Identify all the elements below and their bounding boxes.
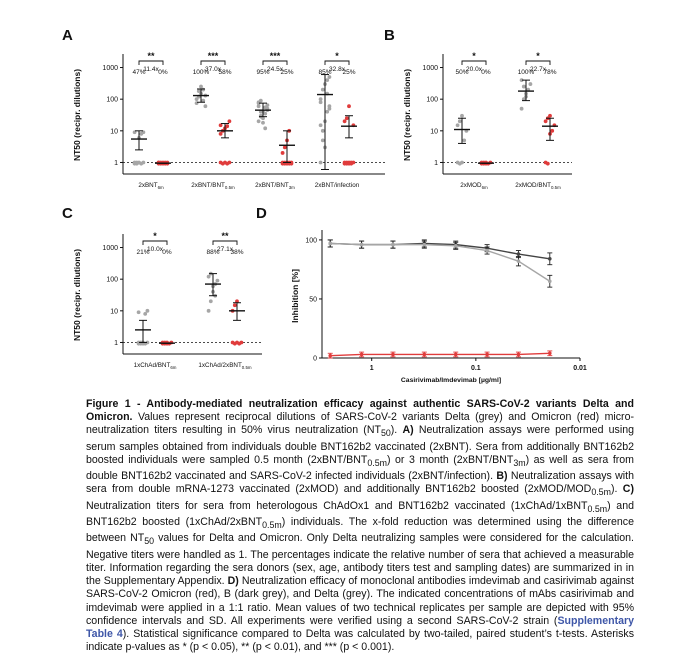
delta-percent: 50% [455, 69, 469, 76]
y-tick-label-A: 10 [110, 128, 118, 136]
delta-point [520, 107, 524, 111]
fold-reduction-label: 11.4x [143, 66, 159, 73]
omicron-point [347, 104, 351, 108]
delta-point [319, 161, 323, 165]
significance-stars: ** [147, 51, 155, 61]
omicron-point [550, 129, 554, 133]
caption-text: ). Statistical significance compared to Delta was calculated by two-tailed, paired student’s t-tests. Asterisks indicate p-values as * (p < 0.05), ** (p < 0.01), and *** (p < 0.001). [86, 627, 635, 654]
delta-percent: 100% [192, 69, 210, 76]
x-category-label: $2xMOD/BNT_{0.5m}$ [515, 182, 561, 190]
delta-point [257, 119, 261, 123]
significance-bracket [213, 241, 237, 245]
y-tick-label-C: 10 [110, 308, 118, 316]
delta-point [460, 114, 464, 118]
delta-point [204, 104, 208, 108]
omicron-point [546, 162, 550, 166]
fold-reduction-label: 27.1x [217, 246, 233, 253]
delta-point [207, 309, 211, 313]
caption-text: ) or 3 month (2xBNT/BNT [387, 453, 514, 466]
delta-percent: 100% [517, 69, 535, 76]
delta-point [142, 161, 146, 165]
x-axis-label-D: Casirivimab/Imdevimab [µg/ml] [400, 377, 502, 384]
omicron-percent: 0% [158, 69, 168, 76]
delta-point [261, 121, 265, 125]
y-tick-label-D: 50 [309, 296, 317, 304]
x-tick-label-D: 1 [369, 365, 374, 372]
caption-label-a: A) [402, 424, 414, 437]
significance-stars: *** [207, 51, 219, 61]
caption-label-b: B) [496, 470, 508, 483]
y-axis-label-C: NT50 (recipr. dilutions) [72, 248, 82, 342]
delta-point [462, 138, 466, 142]
caption-text: ). [610, 483, 623, 496]
caption-sub: 50 [144, 536, 155, 547]
delta-point [195, 97, 199, 101]
data-point-Delta [423, 243, 427, 247]
x-category-label: 2xBNT/infection [314, 182, 360, 189]
caption-text: ). [390, 424, 403, 437]
delta-point [325, 78, 329, 82]
delta-point [321, 138, 325, 142]
omicron-percent: 58% [218, 69, 232, 76]
omicron-point [233, 303, 237, 307]
y-tick-label-A: 100 [106, 96, 118, 104]
fold-reduction-label: 22.7x [530, 66, 546, 73]
significance-bracket [263, 61, 287, 65]
y-tick-label-C: 100 [106, 276, 118, 284]
delta-point [207, 275, 211, 279]
delta-point [146, 309, 150, 313]
delta-point [328, 107, 332, 111]
figure-caption [86, 398, 634, 654]
y-tick-label-D: 0 [313, 355, 317, 363]
omicron-point [281, 151, 285, 155]
caption-text: ) as well as sera from double BNT162b2 vaccinated and SARS-CoV-2 infected individuals (2xBNT/infection). [86, 453, 635, 483]
delta-percent: 88% [206, 249, 220, 256]
caption-label-d: D) [227, 575, 239, 588]
data-point-Omicron [423, 353, 427, 357]
delta-percent: 47% [132, 69, 146, 76]
data-point-Delta [485, 249, 489, 253]
omicron-point [225, 124, 229, 128]
data-point-Omicron [454, 353, 458, 357]
delta-point [263, 112, 267, 116]
fold-reduction-label: 24.5x [267, 66, 283, 73]
data-point-Omicron [548, 351, 552, 355]
data-point-Delta [454, 244, 458, 248]
data-point-Omicron [328, 354, 332, 358]
delta-point [257, 104, 261, 108]
delta-point [137, 310, 141, 314]
caption-sub: 3m [513, 458, 526, 469]
panel-letter-A: A [62, 27, 73, 44]
omicron-point [343, 119, 347, 123]
delta-point [263, 126, 267, 130]
significance-bracket [143, 241, 167, 245]
delta-point [197, 89, 201, 93]
panel-letter-C: C [62, 205, 73, 222]
omicron-point [228, 119, 232, 123]
caption-text: Neutralization assays were performed using serum samples obtained from individuals double BNT162b2 vaccinated (2xBNT). Sera from additionally BNT162b2 boosted individuals were sampled 0.5 month (2xBNT/BNT [86, 424, 634, 466]
delta-percent: 85% [318, 69, 332, 76]
omicron-point [349, 161, 353, 165]
delta-percent: 95% [256, 69, 270, 76]
significance-stars: *** [269, 51, 281, 61]
caption-sub: 50 [380, 428, 391, 439]
significance-stars: * [536, 51, 540, 61]
x-category-label: 1xChAd/2xBNT$_{0.5m}$ [198, 362, 252, 370]
y-axis-label-B: NT50 (recipr. dilutions) [402, 68, 412, 162]
delta-point [199, 85, 203, 89]
fold-reduction-label: 20.0x [466, 66, 482, 73]
caption-text: ) and BNT162b2 boosted (1xChAd/2xBNT [86, 499, 634, 529]
significance-bracket [526, 61, 550, 65]
delta-point [319, 100, 323, 104]
x-category-label: $1xChAd/BNT_{6m}$ [133, 362, 177, 370]
panel-letter-B: B [384, 27, 395, 44]
omicron-percent: 38% [230, 249, 244, 256]
caption-title: Figure 1 - Antibody-mediated neutralization efficacy against authentic SARS-CoV-2 variants Delta and Omicron. [86, 398, 634, 424]
delta-point [522, 85, 526, 89]
y-tick-label-B: 1000 [422, 65, 438, 73]
omicron-point [544, 119, 548, 123]
caption-label-c: C) [622, 483, 634, 496]
significance-stars: * [153, 231, 157, 241]
x-category-label: $2xBNT/BNT_{3m}$ [255, 182, 295, 190]
delta-point [201, 88, 205, 92]
delta-point [266, 103, 270, 107]
x-tick-label-D: 0.1 [470, 365, 481, 372]
caption-text: Values represent reciprocal dilutions of SARS-CoV-2 variants Delta (grey) and Omicron (red) micro-neutralization titers resulting in 50% virus neutralization (NT [86, 411, 634, 437]
caption-text: ) individuals. The x-fold reduction was determined using the difference between NT [86, 516, 634, 545]
omicron-percent: 25% [342, 69, 356, 76]
panel-letter-D: D [256, 205, 267, 222]
x-tick-label-D: 0.01 [573, 365, 587, 372]
delta-point [143, 312, 147, 316]
delta-point [456, 123, 460, 127]
significance-stars: ** [221, 231, 229, 241]
caption-text: Neutralization titers for sera from heterologous ChAdOx1 and BNT162b2 vaccinated (1xChAd/1xBNT [86, 499, 588, 512]
data-point-Delta [517, 259, 521, 263]
delta-point [325, 110, 329, 114]
fold-reduction-label: 37.0x [205, 66, 221, 73]
data-point-Omicron [360, 353, 364, 357]
omicron-point [548, 114, 552, 118]
data-point-Omicron [485, 353, 489, 357]
delta-percent: 21% [136, 249, 150, 256]
omicron-point [283, 145, 287, 149]
y-tick-label-B: 100 [426, 96, 438, 104]
caption-sub: 0.5m [591, 487, 611, 498]
y-tick-label-A: 1 [114, 159, 118, 167]
data-point-B [517, 252, 521, 256]
y-tick-label-A: 1000 [102, 65, 118, 73]
x-category-label: 2xMOD$_{6m}$ [460, 182, 488, 190]
data-point-Delta [360, 243, 364, 247]
delta-point [135, 161, 139, 165]
caption-text: Neutralization assays with sera from double mRNA-1273 vaccinated (2xMOD) and additionally BNT162b2 boosted (2xMOD/MOD [86, 470, 634, 496]
omicron-percent: 25% [280, 69, 294, 76]
caption-sub: 0.5m [367, 458, 387, 469]
data-point-Delta [328, 242, 332, 246]
series-line-Delta [330, 243, 550, 281]
omicron-percent: 0% [481, 69, 491, 76]
caption-text: Neutralization efficacy of monoclonal antibodies imdevimab and casirivimab against SARS-CoV-2 Omicron (red), B (dark grey), and Delta (grey). The indicated concentrations of mAbs casirivimab and imdevimab were applied in a 1:1 ratio. Mean values of two technical replicates per sample are depicted with 95% confidence intervals and SD. All experiments were verified using a second SARS-CoV-2 strain ( [86, 575, 634, 627]
x-category-label: $2xBNT/BNT_{0.5m}$ [191, 182, 235, 190]
y-axis-label-A: NT50 (recipr. dilutions) [72, 68, 82, 162]
delta-point [460, 161, 464, 165]
delta-point [319, 123, 323, 127]
delta-point [529, 82, 533, 86]
data-point-Omicron [517, 353, 521, 357]
omicron-point [228, 161, 232, 165]
data-point-Delta [391, 243, 395, 247]
delta-point [458, 119, 462, 123]
omicron-point [345, 116, 349, 120]
significance-bracket [201, 61, 225, 65]
fold-reduction-label: 10.0x [147, 246, 163, 253]
y-tick-label-D: 100 [305, 237, 317, 245]
x-category-label: 2xBNT$_{6m}$ [138, 182, 164, 190]
supplementary-table-link[interactable]: Supplementary Table 4 [86, 614, 634, 640]
significance-stars: * [335, 51, 339, 61]
y-axis-label-D: Inhibition [%] [290, 269, 300, 323]
fold-reduction-label: 32.8x [329, 66, 345, 73]
omicron-percent: 0% [162, 249, 172, 256]
delta-point [321, 88, 325, 92]
delta-point [321, 129, 325, 133]
y-tick-label-C: 1000 [102, 245, 118, 253]
y-tick-label-C: 1 [114, 339, 118, 347]
data-point-Omicron [391, 353, 395, 357]
data-point-B [548, 257, 552, 261]
omicron-percent: 78% [543, 69, 557, 76]
caption-text: values for Delta and Omicron. Only Delta neutralizing samples were considered for the calculation. Negative titers were handled as 1. The percentages indicate the relative number of sera that achieved a measurable titer. Information regarding the sera donors (sex, age, antibody titers test and sampling dates) are summarized in in the Supplementary Appendix. [86, 532, 634, 588]
data-point-Delta [548, 279, 552, 283]
significance-bracket [139, 61, 163, 65]
significance-bracket [325, 61, 349, 65]
y-tick-label-B: 10 [430, 128, 438, 136]
delta-point [209, 299, 213, 303]
caption-sub: 0.5m [587, 503, 608, 514]
significance-bracket [462, 61, 486, 65]
caption-sub: 0.5m [262, 520, 282, 531]
y-tick-label-B: 1 [434, 159, 438, 167]
omicron-point [240, 341, 244, 345]
omicron-point [219, 132, 223, 136]
delta-point [216, 279, 220, 283]
significance-stars: * [472, 51, 476, 61]
